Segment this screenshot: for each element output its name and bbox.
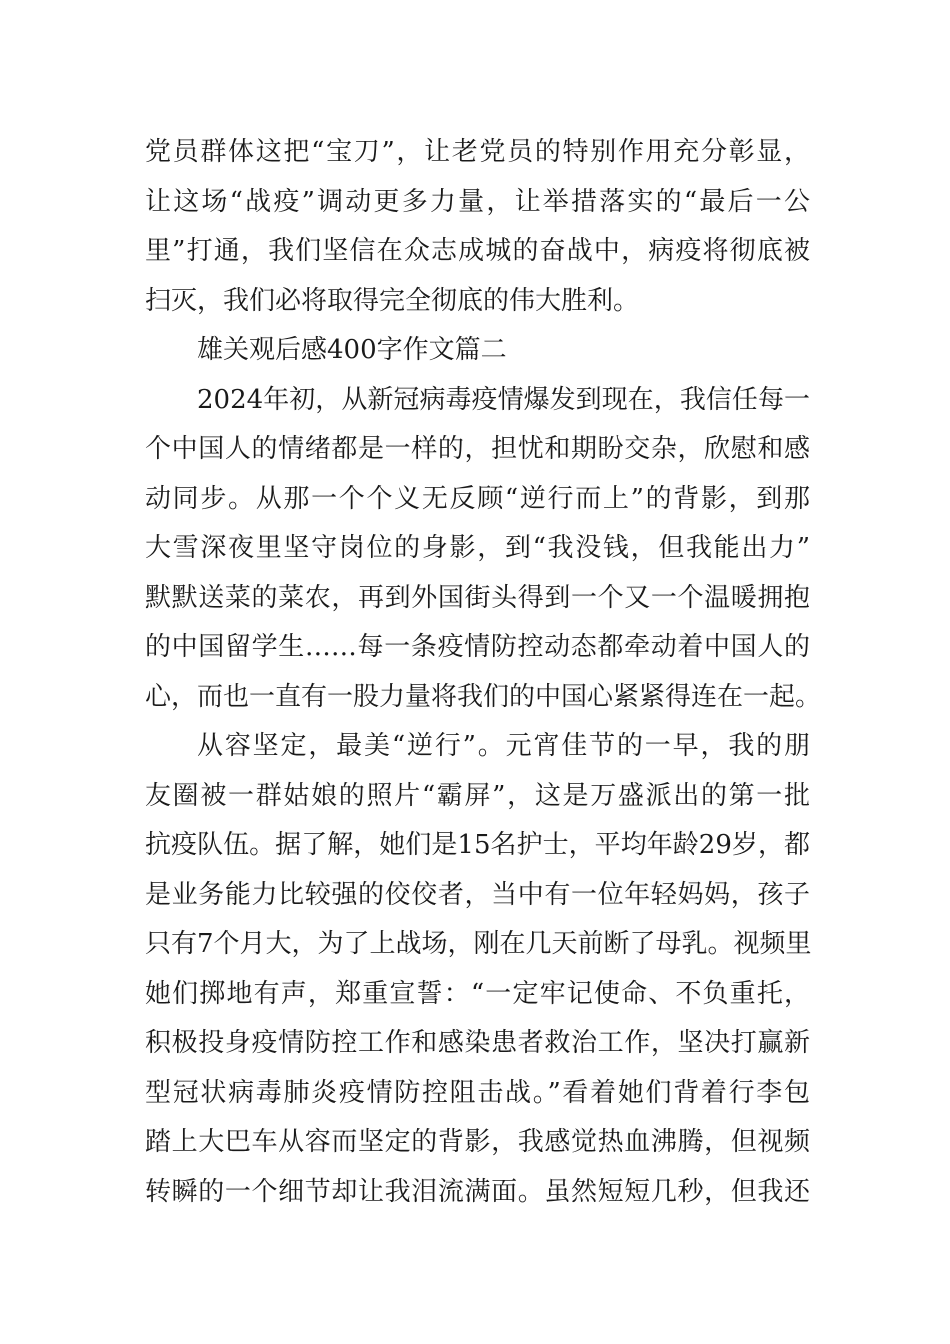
text-line: 党员群体这把“宝刀”，让老党员的特别作用充分彰显，	[145, 137, 810, 167]
text-line: 默默送菜的菜农，再到外国街头得到一个又一个温暖拥抱	[145, 582, 810, 613]
text-line: 从容坚定，最美“逆行”。元宵佳节的一早，我的朋	[197, 731, 810, 761]
document-body	[145, 128, 822, 1217]
text-line: 积极投身疫情防控工作和感染患者救治工作，坚决打赢新	[145, 1028, 810, 1058]
text-line: 型冠状病毒肺炎疫情防控阻击战。”看着她们背着行李包	[145, 1077, 810, 1108]
text-line: 是业务能力比较强的佼佼者，当中有一位年轻妈妈，孩子	[145, 879, 810, 910]
text-line: 动同步。从那一个个义无反顾“逆行而上”的背影，到那	[145, 483, 810, 514]
text-line: 她们掷地有声，郑重宣誓：“一定牢记使命、不负重托，	[145, 978, 810, 1009]
text-line: 让这场“战疫”调动更多力量，让举措落实的“最后一公	[145, 186, 810, 217]
text-line: 只有7个月大，为了上战场，刚在几天前断了母乳。视频里	[145, 929, 812, 959]
text-line: 的中国留学生……每一条疫情防控动态都牵动着中国人的	[145, 632, 810, 662]
text-line: 2024年初，从新冠病毒疫情爆发到现在，我信任每一	[197, 384, 810, 415]
text-line: 里”打通，我们坚信在众志成城的奋战中，病疫将彻底被	[145, 236, 810, 266]
text-line: 踏上大巴车从容而坚定的背影，我感觉热血沸腾，但视频	[145, 1127, 810, 1157]
text-line: 大雪深夜里坚守岗位的身影，到“我没钱，但我能出力”	[145, 533, 810, 563]
text-line: 抗疫队伍。据了解，她们是15名护士，平均年龄29岁，都	[145, 830, 810, 860]
text-line: 心，而也一直有一股力量将我们的中国心紧紧得连在一起。	[145, 681, 822, 712]
text-line: 扫灭，我们必将取得完全彻底的伟大胜利。	[145, 285, 640, 316]
text-line: 友圈被一群姑娘的照片“霸屏”，这是万盛派出的第一批	[145, 780, 810, 811]
text-line: 转瞬的一个细节却让我泪流满面。虽然短短几秒，但我还	[145, 1176, 810, 1207]
section-heading: 雄关观后感400字作文篇二	[197, 335, 507, 365]
text-line: 个中国人的情绪都是一样的，担忧和期盼交杂，欣慰和感	[145, 434, 810, 464]
